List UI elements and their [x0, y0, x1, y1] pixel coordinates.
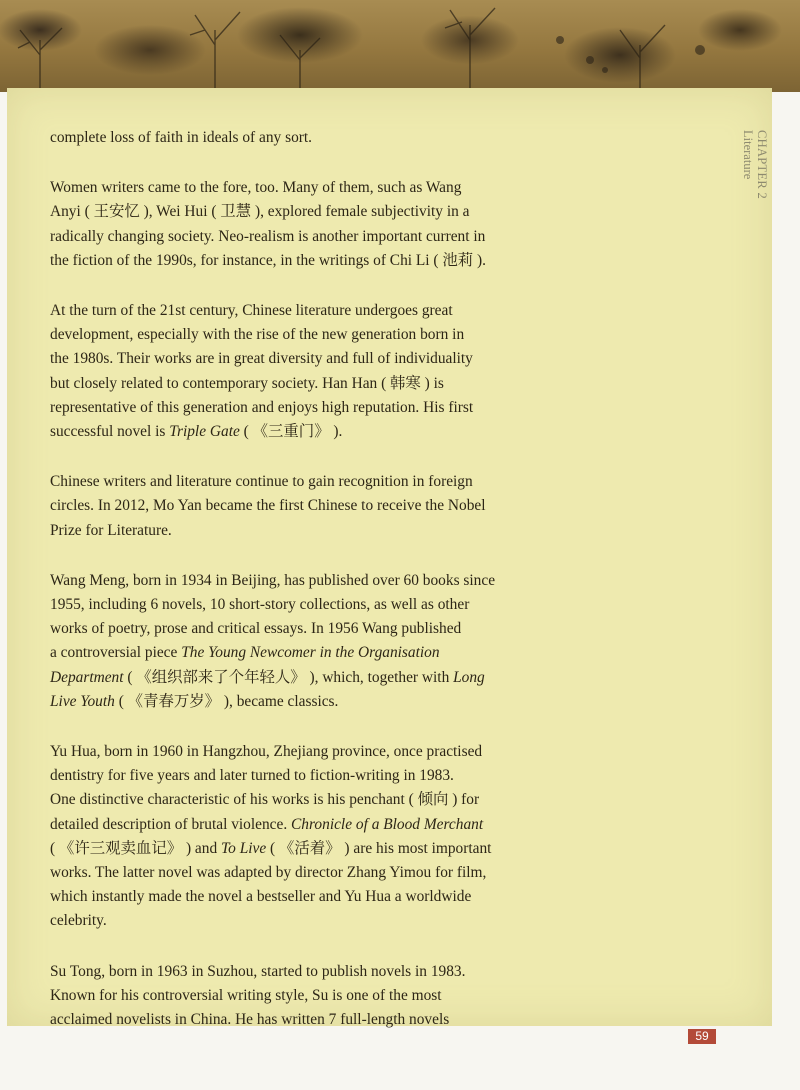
text-line: Yu Hua, born in 1960 in Hangzhou, Zhejiang province, once practised: [50, 743, 483, 761]
text-line: acclaimed novelists in China. He has written 7 full-length novels: [50, 1011, 450, 1029]
paragraph: [50, 470, 550, 543]
text-line: the 1980s. Their works are in great diversity and full of individuality: [50, 350, 473, 368]
paragraph: [50, 299, 550, 444]
book-title: Department: [50, 668, 124, 686]
subject-label: Literature: [741, 130, 755, 180]
article-text: [50, 126, 550, 1058]
book-title: To Live: [221, 839, 267, 857]
text-line: representative of this generation and enjoys high reputation. His first: [50, 398, 474, 416]
page-number-badge: 59: [688, 1029, 716, 1044]
paragraph: [50, 126, 550, 150]
text-line: Known for his controversial writing style, Su is one of the most: [50, 986, 442, 1004]
paragraph: [50, 176, 550, 273]
text-segment: a controversial piece: [50, 644, 182, 662]
text-segment: ( 《组织部来了个年轻人》 ), which, together with: [123, 668, 454, 686]
paragraph: [50, 569, 550, 714]
chapter-tab: [735, 120, 771, 230]
text-line: works of poetry, prose and critical essays. In 1956 Wang published: [50, 620, 462, 638]
text-line: [50, 666, 550, 690]
paragraph: [50, 740, 550, 934]
text-segment: ( 《青春万岁》 ), became classics.: [114, 692, 339, 710]
text-line: [50, 641, 550, 665]
text-segment: ( 《活着》 ) are his most important: [266, 839, 492, 857]
text-line: but closely related to contemporary society. Han Han ( 韩寒 ) is: [50, 374, 444, 392]
text-line: Anyi ( 王安忆 ), Wei Hui ( 卫慧 ), explored female subjectivity in a: [50, 203, 470, 221]
text-line: dentistry for five years and later turned to fiction-writing in 1983.: [50, 767, 454, 785]
book-title: Triple Gate: [169, 423, 240, 441]
book-title: Long: [453, 668, 485, 686]
text-segment: successful novel is: [50, 423, 170, 441]
text-line: which instantly made the novel a bestseller and Yu Hua a worldwide: [50, 888, 472, 906]
book-title: Live Youth: [50, 692, 115, 710]
text-line: 1955, including 6 novels, 10 short-story collections, as well as other: [50, 596, 470, 614]
text-line: Women writers came to the fore, too. Many of them, such as Wang: [50, 179, 462, 197]
text-line: circles. In 2012, Mo Yan became the first Chinese to receive the Nobel: [50, 497, 486, 515]
text-segment: ( 《许三观卖血记》 ) and: [50, 839, 221, 857]
landscape-painting-banner: [0, 0, 800, 92]
text-line: works. The latter novel was adapted by director Zhang Yimou for film,: [50, 864, 487, 882]
text-line: complete loss of faith in ideals of any sort.: [50, 129, 313, 146]
text-line: Su Tong, born in 1963 in Suzhou, started to publish novels in 1983.: [50, 962, 466, 980]
text-line: Prize for Literature.: [50, 521, 172, 539]
text-line: One distinctive characteristic of his works is his penchant ( 倾向 ) for: [50, 791, 480, 809]
text-line: [50, 420, 550, 444]
text-line: [50, 690, 550, 714]
text-line: Wang Meng, born in 1934 in Beijing, has published over 60 books since: [50, 571, 496, 589]
tree-silhouettes: [0, 0, 800, 92]
book-title: Chronicle of a Blood Merchant: [291, 815, 484, 833]
text-line: Chinese writers and literature continue to gain recognition in foreign: [50, 473, 473, 491]
text-line: celebrity.: [50, 912, 107, 930]
text-line: radically changing society. Neo-realism is another important current in: [50, 227, 486, 245]
text-line: development, especially with the rise of the new generation born in: [50, 326, 465, 344]
paragraph: [50, 960, 550, 1033]
book-title: The Young Newcomer in the Organisation: [181, 644, 440, 662]
text-line: [50, 837, 550, 861]
text-line: At the turn of the 21st century, Chinese literature undergoes great: [50, 302, 453, 320]
text-line: [50, 813, 550, 837]
chapter-label: CHAPTER 2: [755, 130, 769, 200]
text-segment: ( 《三重门》 ).: [239, 423, 343, 441]
text-line: the fiction of the 1990s, for instance, in the writings of Chi Li ( 池莉 ).: [50, 251, 486, 269]
text-segment: detailed description of brutal violence.: [50, 815, 292, 833]
